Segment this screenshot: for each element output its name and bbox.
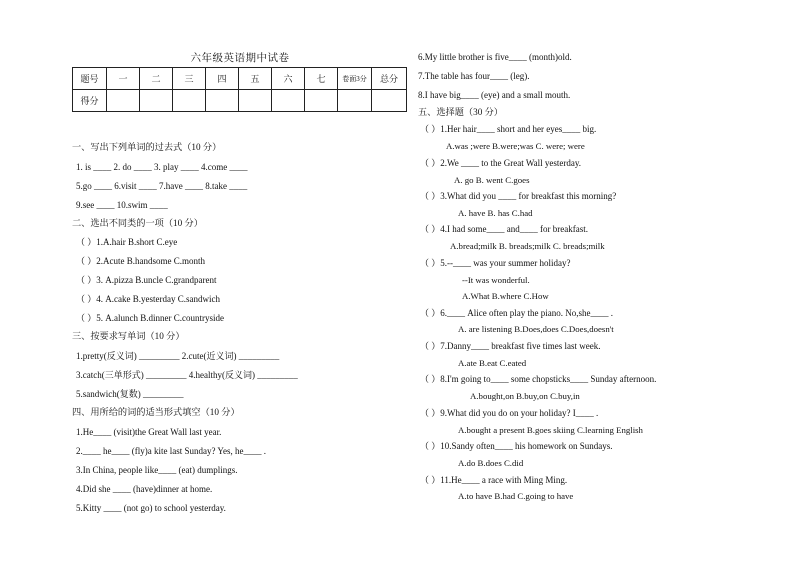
question-line: （ ）3. A.pizza B.uncle C.grandparent (76, 275, 217, 285)
score-cell[interactable] (173, 90, 206, 112)
question-line: （ ）10.Sandy often____ his homework on Sundays. (420, 441, 613, 451)
section-heading: 五、选择题（30 分） (418, 107, 503, 117)
question-line: （ ）9.What did you do on your holiday? I____ . (420, 408, 599, 418)
section-heading: 一、写出下列单词的过去式（10 分） (72, 142, 222, 152)
answer-line: --It was wonderful. (462, 275, 530, 285)
score-header-cell: 五 (239, 68, 272, 90)
question-line: （ ）11.He____ a race with Ming Ming. (420, 475, 568, 485)
score-header-cell: 六 (272, 68, 305, 90)
answer-options: A.What B.where C.How (462, 291, 549, 301)
score-cell[interactable] (305, 90, 338, 112)
question-line: （ ）7.Danny____ breakfast five times last week. (420, 341, 601, 351)
question-line: 4.Did she ____ (have)dinner at home. (76, 484, 213, 494)
score-cell[interactable] (239, 90, 272, 112)
question-line: 1.He____ (visit)the Great Wall last year. (76, 427, 222, 437)
score-header-cell: 总分 (372, 68, 407, 90)
answer-options: A. have B. has C.had (458, 208, 533, 218)
question-line: 1. is ____ 2. do ____ 3. play ____ 4.come ____ (76, 162, 248, 172)
score-header-cell: 题号 (73, 68, 107, 90)
question-line: 5.go ____ 6.visit ____ 7.have ____ 8.take ____ (76, 181, 248, 191)
score-header-cell: 三 (173, 68, 206, 90)
score-header-cell: 四 (206, 68, 239, 90)
question-line: （ ）1.A.hair B.short C.eye (76, 237, 178, 247)
score-cell[interactable] (107, 90, 140, 112)
answer-options: A. are listening B.Does,does C.Does,doesn't (458, 324, 614, 334)
question-line: （ ）4.I had some____ and____ for breakfast. (420, 224, 588, 234)
question-line: （ ）5.--____ was your summer holiday? (420, 258, 571, 268)
section-heading: 二、选出不同类的一项（10 分） (72, 218, 203, 228)
score-cell[interactable] (140, 90, 173, 112)
score-table (72, 67, 407, 112)
score-cell[interactable] (372, 90, 407, 112)
score-header-cell: 二 (140, 68, 173, 90)
score-header-cell: 卷面3分 (338, 68, 372, 90)
section-heading: 三、按要求写单词（10 分） (72, 331, 185, 341)
question-line: 7.The table has four____ (leg). (418, 71, 530, 81)
section-heading: 四、用所给的词的适当形式填空（10 分） (72, 407, 240, 417)
score-cell[interactable] (206, 90, 239, 112)
question-line: 5.sandwich(复数) _________ (76, 389, 184, 399)
question-line: 6.My little brother is five____ (month)old. (418, 52, 572, 62)
question-line: 3.catch(三单形式) _________ 4.healthy(反义词) _________ (76, 370, 298, 380)
question-line: （ ）3.What did you ____ for breakfast this morning? (420, 191, 617, 201)
question-line: （ ）2.Acute B.handsome C.month (76, 256, 205, 266)
answer-options: A.was ;were B.were;was C. were; were (446, 141, 585, 151)
score-header-cell: 七 (305, 68, 338, 90)
question-line: 8.I have big____ (eye) and a small mouth. (418, 90, 571, 100)
score-row-label: 得分 (73, 90, 107, 112)
question-line: （ ）8.I'm going to____ some chopsticks____ Sunday afternoon. (420, 374, 657, 384)
answer-options: A.to have B.had C.going to have (458, 491, 574, 501)
answer-options: A. go B. went C.goes (454, 175, 530, 185)
question-line: （ ）4. A.cake B.yesterday C.sandwich (76, 294, 220, 304)
answer-options: A.bought,on B.buy,on C.buy,in (470, 391, 580, 401)
question-line: 1.pretty(反义词) _________ 2.cute(近义词) _________ (76, 351, 280, 361)
question-line: 2.____ he____ (fly)a kite last Sunday? Yes, he____ . (76, 446, 266, 456)
question-line: 9.see ____ 10.swim ____ (76, 200, 168, 210)
score-header-cell: 一 (107, 68, 140, 90)
exam-title: 六年级英语期中试卷 (190, 53, 290, 64)
answer-options: A.do B.does C.did (458, 458, 524, 468)
answer-options: A.bought a present B.goes skiing C.learning English (458, 425, 643, 435)
question-line: （ ）5. A.alunch B.dinner C.countryside (76, 313, 224, 323)
answer-options: A.ate B.eat C.eated (458, 358, 527, 368)
score-cell[interactable] (338, 90, 372, 112)
score-table-score-row (73, 90, 407, 112)
score-cell[interactable] (272, 90, 305, 112)
score-table-header-row (73, 68, 407, 90)
question-line: 5.Kitty ____ (not go) to school yesterday. (76, 503, 226, 513)
question-line: 3.In China, people like____ (eat) dumplings. (76, 465, 238, 475)
answer-options: A.bread;milk B. breads;milk C. breads;milk (450, 241, 605, 251)
question-line: （ ）6.____ Alice often play the piano. No,she____ . (420, 308, 613, 318)
question-line: （ ）2.We ____ to the Great Wall yesterday. (420, 158, 582, 168)
question-line: （ ）1.Her hair____ short and her eyes____ big. (420, 124, 597, 134)
